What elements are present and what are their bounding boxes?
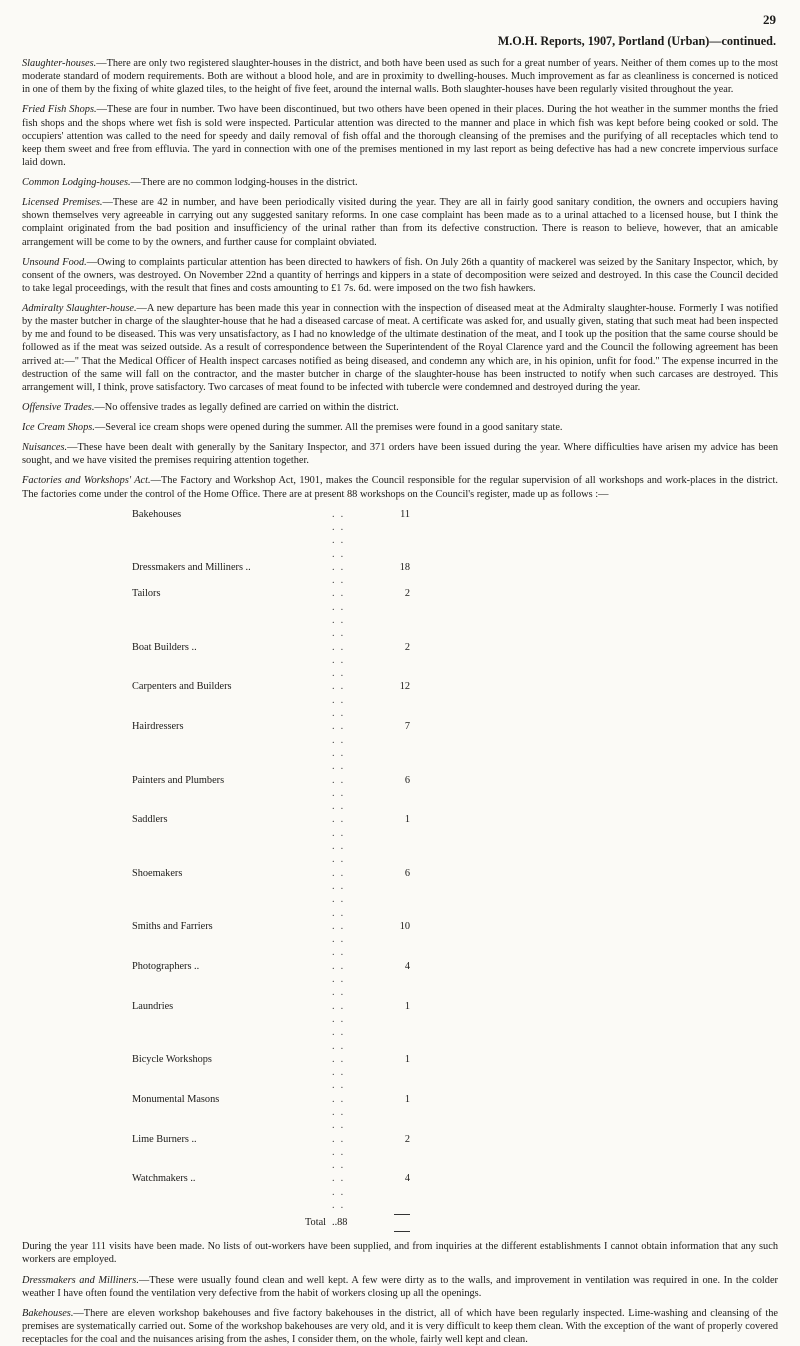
workshop-count: 1 <box>404 1093 410 1105</box>
leader-dots: .. .. .. <box>332 774 350 813</box>
paragraph-text: —These have been dealt with generally by the Sanitary Inspector, and 371 orders have been issued during the year. Where difficulties have arisen my advice has been sought, and we have visited the premises requiring attention together. <box>22 442 778 467</box>
workshop-name: Hairdressers <box>132 721 184 733</box>
table-row <box>132 774 432 814</box>
table-row <box>132 680 432 720</box>
workshop-count: 1 <box>404 814 410 826</box>
workshop-name: Bakehouses <box>132 508 182 520</box>
workshop-name: Painters and Plumbers <box>132 774 225 786</box>
total-rule-bottom <box>394 1231 410 1232</box>
paragraph-text: —These were usually found clean and well kept. A few were dirty as to the walls, and improvement in ventilation was required in one. In the colder weather I have often found the ventilation very defective from the habit of workers closing up all the openings. <box>22 1274 779 1299</box>
table-row <box>132 867 432 920</box>
page-number: 29 <box>763 12 776 27</box>
leader-dots: .. .. .. .. <box>332 588 350 640</box>
paragraph <box>22 57 778 96</box>
paragraph-text: —There are only two registered slaughter-houses in the district, and both have been used as such for a great number of years. Neither of them comes up to the most moderate standard of modern requirements. Both are without a blood hole, and are in proximity to dwelling-houses. Much improvement as far as cleanliness is concerned is noticed in one of them by the fixing of white glazed tiles, to the height of five feet, around the internal walls. Both slaughter-houses have been regularly visited throughout the year. <box>22 58 778 96</box>
workshop-count: 2 <box>404 641 410 653</box>
total-count: 88 <box>337 1217 348 1229</box>
paragraph-text: —Several ice cream shops were opened during the summer. All the premises were found in a good sanitary state. <box>94 422 563 433</box>
paragraph <box>22 1274 778 1300</box>
table-row <box>132 1053 432 1093</box>
leader-dots: .. .. .. .. <box>332 867 350 919</box>
workshops-rows <box>132 508 432 1213</box>
paragraph-text: —Owing to complaints particular attention has been directed to hawkers of fish. On July 26th a quantity of mackerel was seized by the Sanitary Inspector, which, by consent of the owners, was destroyed. On November 22nd a quantity of herrings and kippers in a state of decomposition were seized and destroyed. In this case the Council decided to take legal proceedings, with the result that fines and costs amounting to £1 7s. 6d. were imposed on the two fish hawkers. <box>22 256 779 294</box>
workshop-count: 6 <box>404 867 410 879</box>
table-row <box>132 1133 432 1173</box>
workshop-count: 18 <box>399 561 410 573</box>
paragraph-heading: Bakehouses. <box>22 1307 74 1319</box>
table-row <box>132 508 432 561</box>
workshop-name: Lime Burners .. <box>132 1133 197 1145</box>
workshop-name: Dressmakers and Milliners .. <box>132 561 251 573</box>
running-header: M.O.H. Reports, 1907, Portland (Urban)—continued. <box>497 34 776 48</box>
paragraph <box>22 401 778 414</box>
total-row <box>132 1216 432 1229</box>
workshop-count: 7 <box>404 721 410 733</box>
table-row <box>132 960 432 1000</box>
paragraph-heading: Dressmakers and Milliners. <box>22 1274 139 1286</box>
workshop-name: Saddlers <box>132 814 168 826</box>
workshop-count: 4 <box>404 960 410 972</box>
paragraph-text: —There are eleven workshop bakehouses and five factory bakehouses in the district, all of which have been regularly inspected. Lime-washing and cleansing of the premises are systematically carried out. Some of the workshop bakehouses are very old, and it is very difficult to keep them clean. With the exception of the want of properly covered receptacles for the coal and the nuisances arising from the ashes, I consider them, on the whole, fairly well kept and clean. <box>22 1307 778 1346</box>
workshop-name: Shoemakers <box>132 867 183 879</box>
paragraph-heading: Factories and Workshops' Act. <box>22 475 151 487</box>
workshop-count: 10 <box>399 920 410 932</box>
paragraph <box>22 441 778 467</box>
workshop-name: Photographers .. <box>132 960 200 972</box>
leader-dots: .. .. .. <box>332 1133 350 1172</box>
workshop-name: Carpenters and Builders <box>132 681 232 693</box>
leader-dots: .. .. .. <box>332 1173 350 1212</box>
paragraph <box>22 474 778 500</box>
paragraph <box>22 176 778 189</box>
workshop-name: Tailors <box>132 588 161 600</box>
workshop-count: 1 <box>404 1000 410 1012</box>
table-row <box>132 641 432 681</box>
paragraph-heading: Nuisances. <box>22 442 68 454</box>
paragraph <box>22 302 778 394</box>
paragraph-heading: Admiralty Slaughter-house. <box>22 303 137 314</box>
workshop-count: 1 <box>404 1053 410 1065</box>
paragraph-text: —The Factory and Workshop Act, 1901, makes the Council responsible for the regular supervision of all workshops and work-places in the district. The factories come under the control of the Home Office. There are at present 88 workshops on the Council's register, made up as follows :— <box>22 475 778 500</box>
paragraph <box>22 421 778 434</box>
paragraph-text: —There are no common lodging-houses in the district. <box>130 177 358 188</box>
table-row <box>132 1172 432 1212</box>
paragraph-heading: Slaughter-houses. <box>22 58 97 69</box>
table-row <box>132 813 432 866</box>
paragraph-text: —These are four in number. Two have been discontinued, but two others have been opened in their places. During the hot weather in the summer months the fried fish shops and the shops where wet fish is sold were inspected. Particular attention was directed to the manner and place in which fish was kept before being cooked or sold. The occupiers' attention was called to the need for speedy and daily removal of fish offal and the thorough cleansing of the premises and the purifying of all receptacles which tend to keep them sweet and free from effluvia. The yard in connection with one of the premises mentioned in my last report as being defective has had a new concrete impervious surface laid down. <box>22 104 779 168</box>
leader-dots: .. .. .. .. <box>332 814 350 866</box>
paragraph-text: During the year 111 visits have been made. No lists of out-workers have been supplied, and from inquiries at the different establishments I cannot obtain information that any such workers are employed. <box>22 1241 778 1266</box>
table-row <box>132 561 432 588</box>
leader-dots: .. .. .. <box>332 1093 350 1132</box>
workshops-table <box>132 508 432 1233</box>
table-row <box>132 587 432 640</box>
paragraph-heading: Ice Cream Shops. <box>22 422 95 433</box>
paragraphs-before-table <box>22 57 778 501</box>
leader-dots: .. .. .. .. <box>332 721 350 773</box>
paragraph-heading: Offensive Trades. <box>22 401 95 413</box>
paragraph-heading: Unsound Food. <box>22 256 87 268</box>
leader-dots: .. .. .. <box>332 920 350 959</box>
paragraph <box>22 196 778 249</box>
total-dots: .. <box>332 1217 338 1229</box>
paragraph-text: —No offensive trades as legally defined are carried on within the district. <box>94 401 399 413</box>
workshop-name: Laundries <box>132 1000 174 1012</box>
workshop-name: Monumental Masons <box>132 1093 220 1105</box>
leader-dots: .. .. .. <box>332 641 350 680</box>
paragraph <box>22 1240 778 1266</box>
leader-dots: .. .. .. .. <box>332 508 350 560</box>
paragraph <box>22 256 778 295</box>
leader-dots: .. .. .. <box>332 1053 350 1092</box>
paragraph-heading: Licensed Premises. <box>22 197 103 209</box>
workshop-count: 6 <box>404 774 410 786</box>
workshop-count: 2 <box>404 1133 410 1145</box>
workshop-name: Bicycle Workshops <box>132 1053 212 1065</box>
paragraph <box>22 103 778 169</box>
paragraph-text: —A new departure has been made this year in connection with the inspection of diseased meat at the Admiralty slaughter-house. Formerly I was notified by the master butcher in charge of the slaughter-house that he had a diseased carcase of meat. A certificate was asked for, and usually given, stating that such meat had been inspected by me and found to be diseased. This was very unsatisfactory, as I had no knowledge of the ultimate destination of the meat, and I took up the position that the same course should be followed as if the meat was seized outside. As a result of correspondence between the Superintendent of the Royal Clarence yard and the Council the following agreement has been arrived at:—" That the Medical Officer of Health inspect carcases notified as being diseased, and condemn any which are, in his opinion, unfit for food." The expense incurred in the destruction of the same will fall on the contractor, and the master butcher in charge of the slaughter-house has been instructed to notify when such carcases are destroyed. This arrangement will, I think, prove satisfactory. Two carcases of meat found to be infected with tubercle were condemned and destroyed during the year. <box>22 303 779 393</box>
paragraph-heading: Common Lodging-houses. <box>22 177 131 188</box>
paragraph-heading: Fried Fish Shops. <box>22 104 97 116</box>
workshop-count: 2 <box>404 588 410 600</box>
total-rule-top <box>394 1214 410 1215</box>
table-row <box>132 720 432 773</box>
workshop-count: 4 <box>404 1173 410 1185</box>
leader-dots: .. .. .. .. <box>332 1000 350 1052</box>
paragraph <box>22 1307 778 1346</box>
total-label: Total <box>304 1217 326 1229</box>
table-row <box>132 1000 432 1053</box>
workshop-name: Smiths and Farriers <box>132 920 213 932</box>
paragraph-text: —These are 42 in number, and have been periodically visited during the year. They are all in fairly good sanitary condition, the owners and occupiers having shown themselves very agreeable in carrying out any suggested sanitary reforms. In one case complaint has been made as to a urinal attached to a licensed house, but I think the complaint originated from the bad position and insufficiency of the urinal rather than from its defective construction. There is reason to believe, however, that an amicable arrangement will be come to by the owners, and further cause for complaint obviated. <box>22 197 778 248</box>
workshop-name: Watchmakers .. <box>132 1173 196 1185</box>
workshop-count: 12 <box>399 681 410 693</box>
workshop-name: Boat Builders .. <box>132 641 197 653</box>
leader-dots: .. .. .. <box>332 681 350 720</box>
leader-dots: .. .. .. <box>332 960 350 999</box>
table-row <box>132 1093 432 1133</box>
table-row <box>132 920 432 960</box>
leader-dots: .. .. <box>332 561 350 587</box>
paragraphs-after-table <box>22 1240 778 1346</box>
workshop-count: 11 <box>400 508 410 520</box>
